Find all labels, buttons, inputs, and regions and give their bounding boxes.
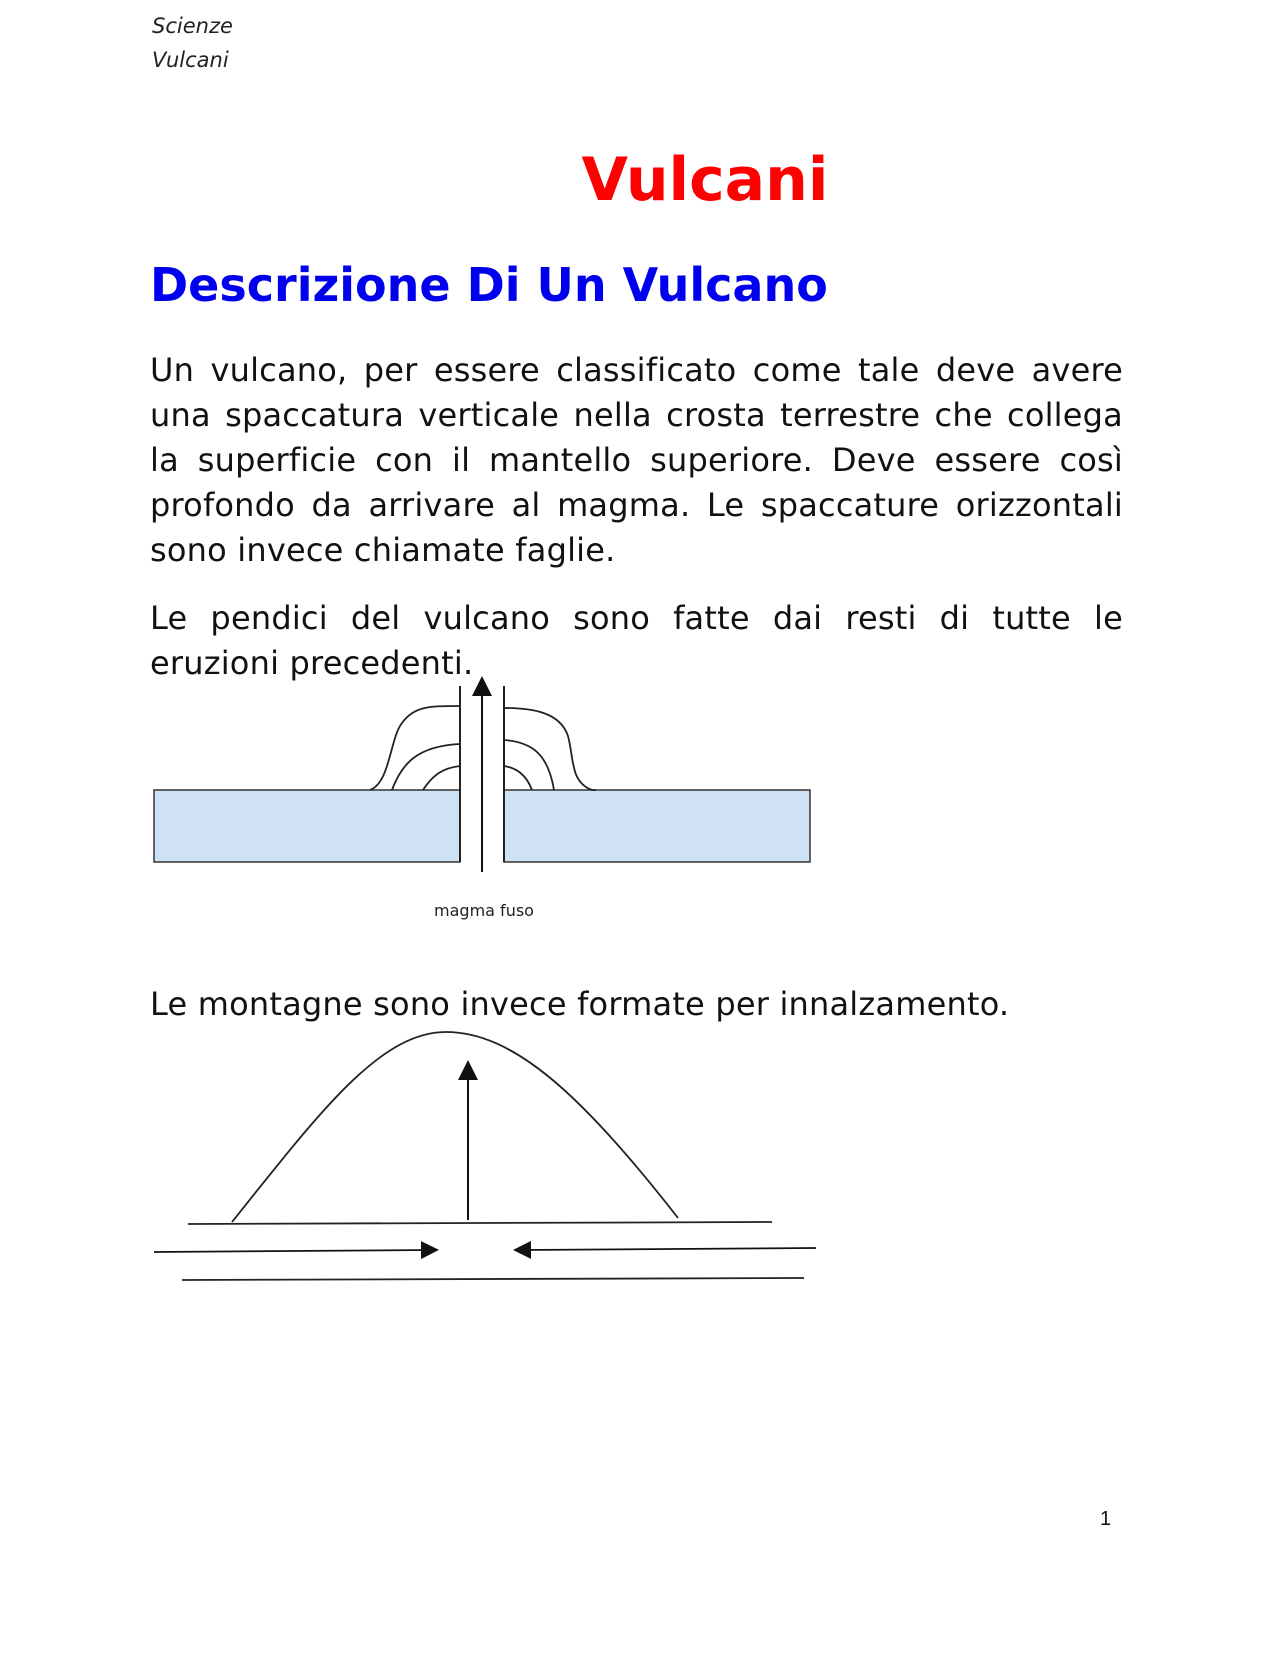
magma-label: magma fuso: [434, 901, 534, 920]
ground-line-top: [188, 1222, 772, 1224]
paragraph-description: Un vulcano, per essere classificato come tale deve avere una spaccatura verticale nella crosta terrestre che collega la superficie con il mantello superiore. Deve essere così profondo da arrivare al magma. Le spaccature orizzontali sono invece chiamate faglie.: [150, 351, 1123, 569]
mountain-curve: [232, 1032, 678, 1222]
paragraph-slopes: Le pendici del vulcano sono fatte dai resti di tutte le eruzioni precedenti.: [150, 599, 1123, 682]
ground-line-bottom: [182, 1278, 804, 1280]
mountain-diagram: [140, 1022, 840, 1292]
lava-layer-right-outer: [504, 708, 596, 790]
section-heading: Descrizione Di Un Vulcano: [150, 258, 828, 312]
push-arrow-left: [154, 1250, 430, 1252]
page-title: Vulcani: [581, 145, 829, 215]
paragraph-mountains: Le montagne sono invece formate per innalzamento.: [150, 985, 1010, 1023]
crust-block-right: [504, 790, 810, 862]
crust-block-left: [154, 790, 460, 862]
volcano-diagram: [140, 678, 840, 938]
lava-layer-right-inner: [504, 766, 532, 790]
header-subject: Scienze: [152, 14, 233, 38]
page-number: 1: [1100, 1508, 1112, 1530]
lava-layer-left-inner: [423, 766, 460, 790]
push-arrow-right: [522, 1248, 816, 1250]
lava-layer-left-middle: [392, 744, 460, 790]
lava-layer-left-outer: [370, 706, 460, 790]
header-topic: Vulcani: [152, 48, 229, 72]
